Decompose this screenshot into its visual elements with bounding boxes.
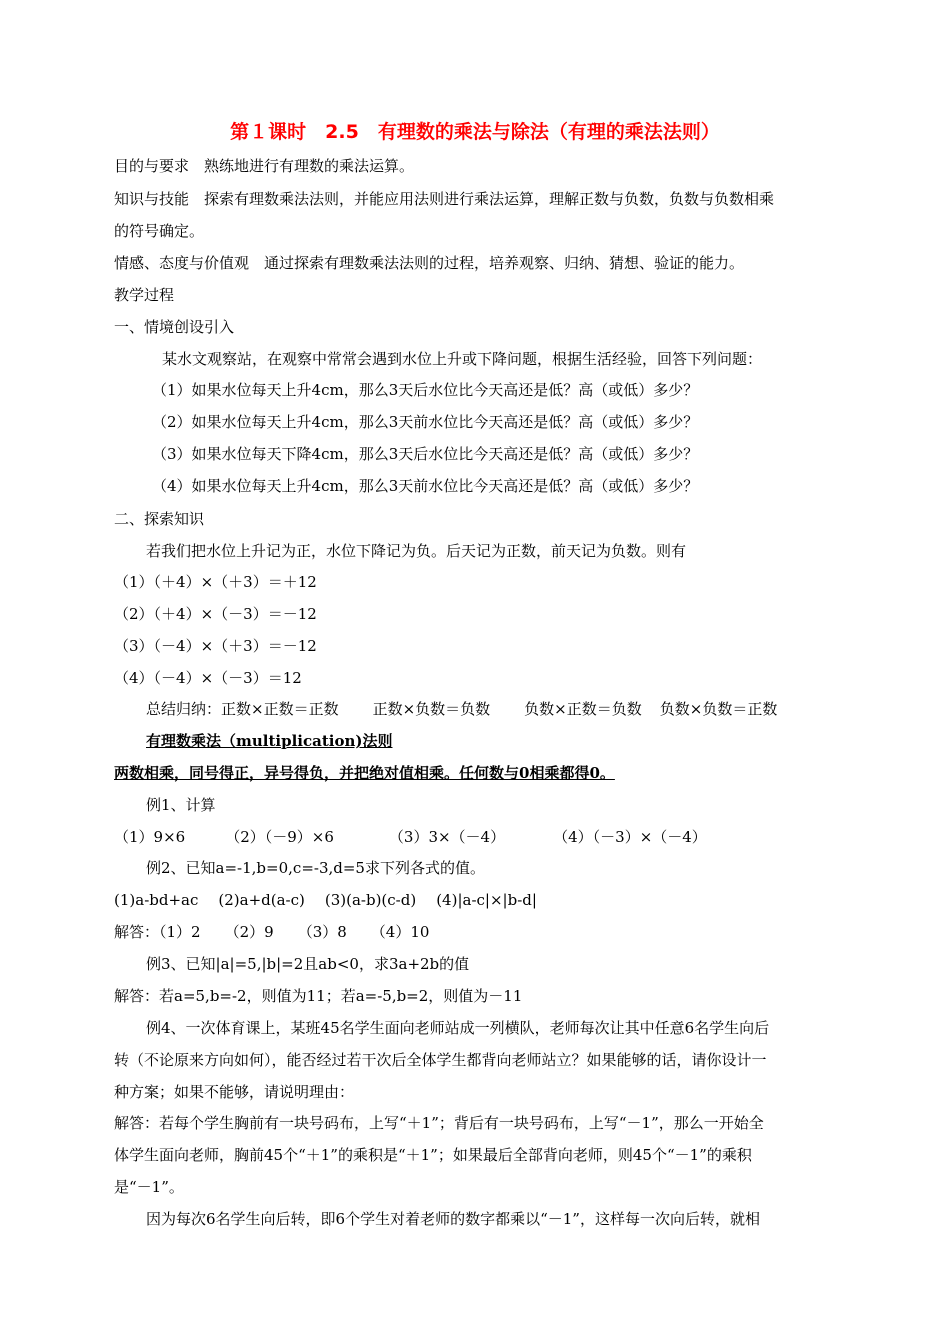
multiplication-rule-title: 有理数乘法（multiplication)法则 xyxy=(146,732,393,750)
example2-problem-3: (3)(a-b)(c-d) xyxy=(324,891,417,909)
summary-rule-2: 正数×负数＝负数 xyxy=(372,700,491,718)
example4-line1: 例4、一次体育课上，某班45名学生面向老师站成一列横队，老师每次让其中任意6名学生向后 xyxy=(146,1019,770,1037)
example1-title: 例1、计算 xyxy=(146,796,216,814)
section1-question-2: （2）如果水位每天上升4cm，那么3天前水位比今天高还是低？高（或低）多少？ xyxy=(152,413,699,431)
multiplication-rule: 两数相乘，同号得正，异号得负，并把绝对值相乘。任何数与0相乘都得0。 xyxy=(114,764,615,782)
example4-line3: 种方案；如果不能够，请说明理由： xyxy=(114,1083,355,1101)
summary-line xyxy=(146,699,777,719)
example4-line2: 转（不论原来方向如何），能否经过若干次后全体学生都背向老师站立？如果能够的话，请你设计一 xyxy=(114,1051,767,1069)
section1-intro: 某水文观察站，在观察中常常会遇到水位上升或下降问题，根据生活经验，回答下列问题： xyxy=(162,350,763,368)
section1-question-1: （1）如果水位每天上升4cm，那么3天后水位比今天高还是低？高（或低）多少？ xyxy=(152,381,699,399)
section1-question-3: （3）如果水位每天下降4cm，那么3天后水位比今天高还是低？高（或低）多少？ xyxy=(152,445,699,463)
example2-title: 例2、已知a=-1,b=0,c=-3,d=5求下列各式的值。 xyxy=(146,859,485,877)
page-title: 第１课时 2.5 有理数的乘法与除法（有理的乘法法则） xyxy=(230,121,720,143)
example2-answer-1: （1）2 xyxy=(159,923,201,941)
section2-heading: 二、探索知识 xyxy=(114,510,205,528)
example2-answer-4: （4）10 xyxy=(370,923,430,941)
example2-problem-4: (4)|a-c|×|b-d| xyxy=(436,891,537,909)
example2-answers xyxy=(114,922,429,942)
example1-problems xyxy=(114,827,707,847)
example2-answer-label: 解答： xyxy=(114,923,160,941)
objective-goal: 目的与要求 熟练地进行有理数的乘法运算。 xyxy=(114,157,415,175)
objective-knowledge-line1: 知识与技能 探索有理数乘法法则，并能应用法则进行乘法运算，理解正数与负数，负数与负数相乘 xyxy=(114,190,775,208)
example3-answer: 解答：若a=5,b=-2，则值为11；若a=-5,b=2，则值为－11 xyxy=(114,987,523,1005)
equation-3: （3）（－4）×（＋3）＝－12 xyxy=(114,637,317,655)
example2-answer-2: （2）9 xyxy=(224,923,274,941)
objective-emotion: 情感、态度与价值观 通过探索有理数乘法法则的过程，培养观察、归纳、猜想、验证的能力。 xyxy=(114,254,745,272)
example1-problem-3: （3）3×（－4） xyxy=(388,828,506,846)
objective-knowledge-line2: 的符号确定。 xyxy=(114,222,205,240)
example4-answer-line1: 解答：若每个学生胸前有一块号码布，上写“＋1”；背后有一块号码布，上写“－1”，那么一开始全 xyxy=(114,1114,764,1132)
section2-intro: 若我们把水位上升记为正，水位下降记为负。后天记为正数，前天记为负数。则有 xyxy=(146,542,687,560)
example3-title: 例3、已知|a|=5,|b|=2且ab<0，求3a+2b的值 xyxy=(146,955,470,973)
equation-1: （1）（＋4）×（＋3）＝＋12 xyxy=(114,573,317,591)
equation-4: （4）（－4）×（－3）＝12 xyxy=(114,669,302,687)
summary-rule-4: 负数×负数＝正数 xyxy=(659,700,778,718)
summary-rule-3: 负数×正数＝负数 xyxy=(524,700,642,718)
example1-problem-2: （2）（－9）×6 xyxy=(225,828,334,846)
section1-question-4: （4）如果水位每天上升4cm，那么3天前水位比今天高还是低？高（或低）多少？ xyxy=(152,477,699,495)
summary-label: 总结归纳： xyxy=(146,700,222,718)
example1-problem-1: （1）9×6 xyxy=(114,828,186,846)
example2-problem-1: (1)a-bd+ac xyxy=(114,891,199,909)
example2-answer-3: （3）8 xyxy=(297,923,347,941)
example4-answer-line3: 是“－1”。 xyxy=(114,1178,184,1196)
teaching-process-heading: 教学过程 xyxy=(114,286,175,304)
example2-problem-2: (2)a+d(a-c) xyxy=(218,891,305,909)
example4-answer-line4: 因为每次6名学生向后转，即6个学生对着老师的数字都乘以“－1”，这样每一次向后转，就相 xyxy=(146,1210,760,1228)
section1-heading: 一、情境创设引入 xyxy=(114,318,235,336)
equation-2: （2）（＋4）×（－3）＝－12 xyxy=(114,605,317,623)
example1-problem-4: （4）（－3）×（－4） xyxy=(553,828,707,846)
example4-answer-line2: 体学生面向老师，胸前45个“＋1”的乘积是“＋1”；如果最后全部背向老师，则45个“－1”的乘积 xyxy=(114,1146,752,1164)
example2-problems xyxy=(114,890,537,910)
summary-rule-1: 正数×正数＝正数 xyxy=(221,700,339,718)
